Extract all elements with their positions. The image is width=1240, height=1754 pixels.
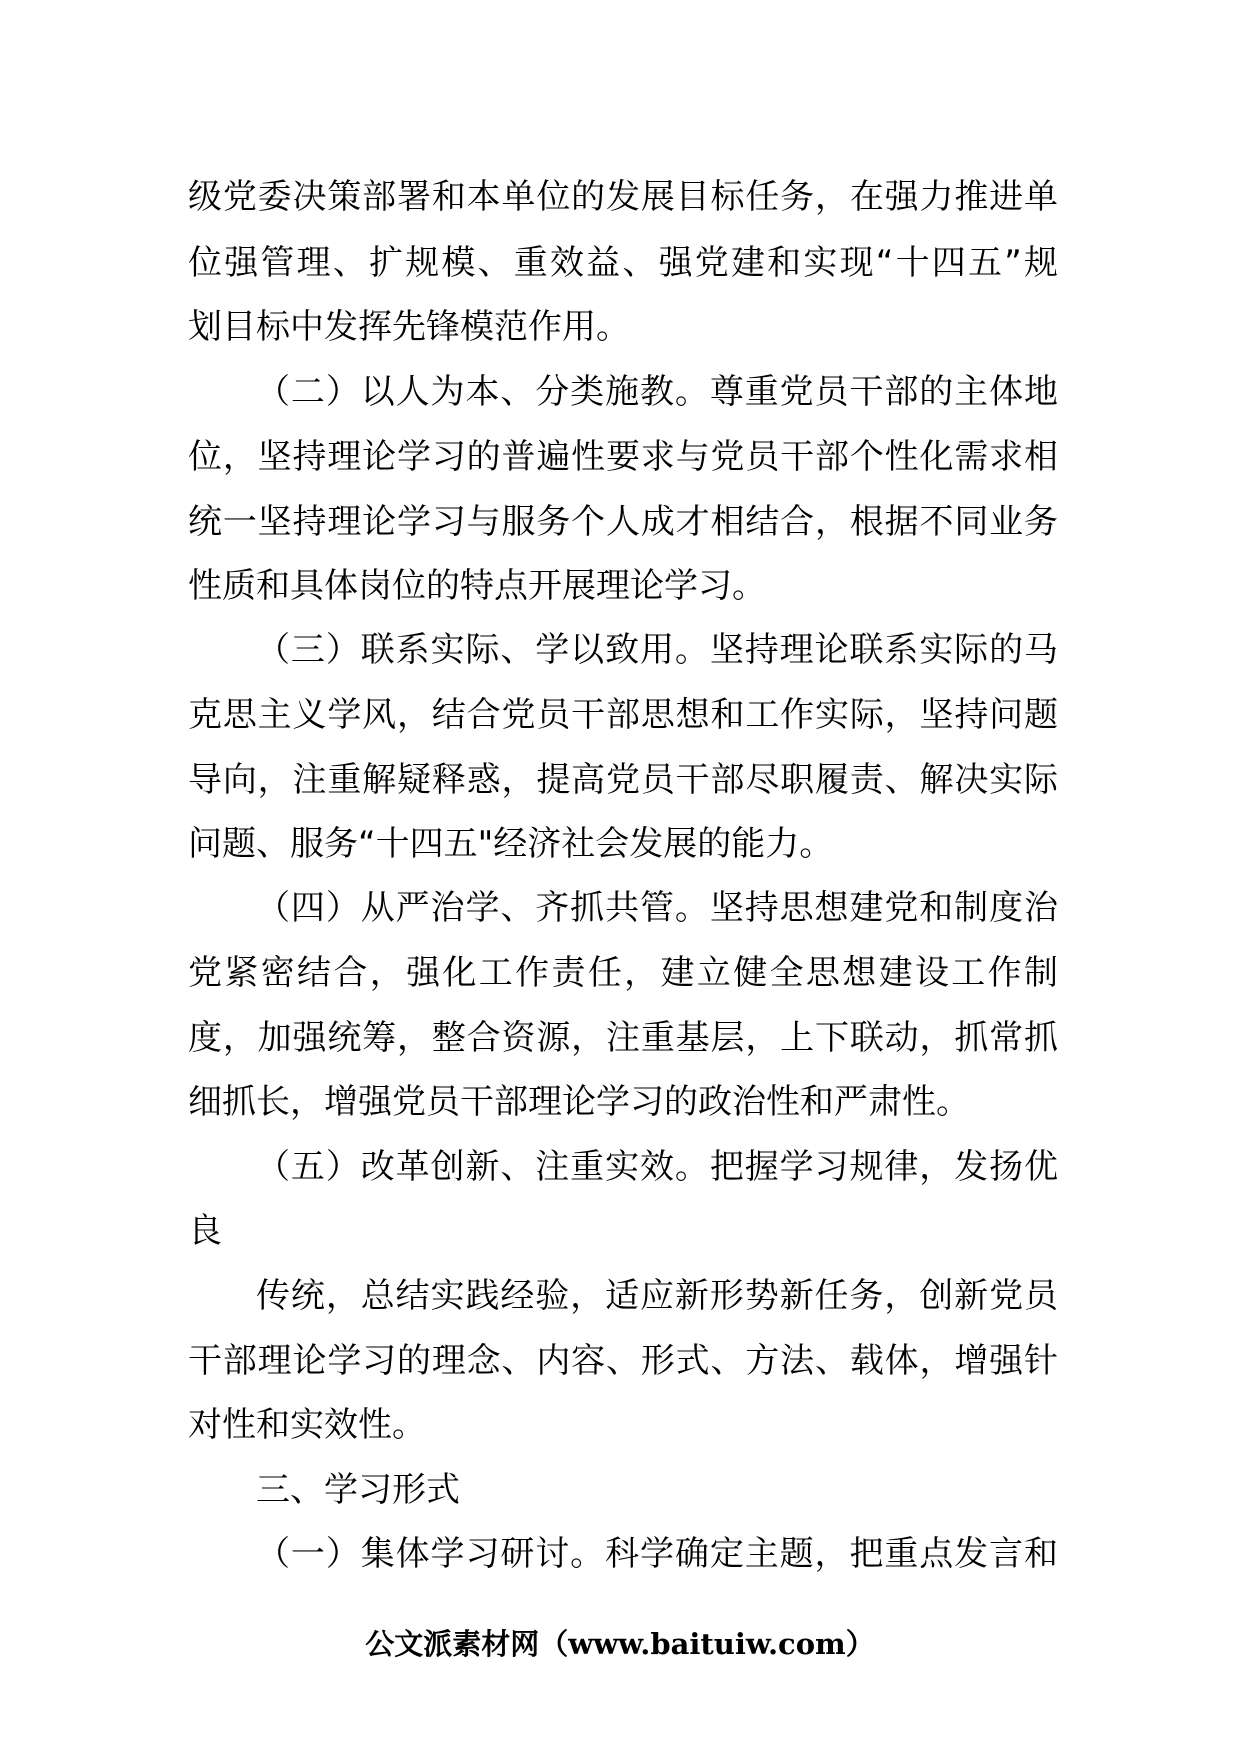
section-heading: 三、学习形式 (256, 1470, 460, 1510)
text-line: 党紧密结合，强化工作责任，建立健全思想建设工作制 (188, 953, 1058, 993)
text-line: 传统，总结实践经验，适应新形势新任务，创新党员 (256, 1276, 1058, 1316)
text-line: 级党委决策部署和本单位的发展目标任务，在强力推进单 (188, 177, 1058, 217)
text-line: 良 (188, 1211, 222, 1251)
paragraph-heading-line: （四）从严治学、齐抓共管。坚持思想建党和制度治 (256, 888, 1058, 928)
text-line: 问题、服务“十四五"经济社会发展的能力。 (188, 824, 834, 864)
paragraph-heading-line: （二）以人为本、分类施教。尊重党员干部的主体地 (256, 372, 1058, 412)
text-line: 克思主义学风，结合党员干部思想和工作实际，坚持问题 (188, 695, 1058, 735)
footer-watermark: 公文派素材网（www.baituiw.com） (365, 1627, 875, 1661)
text-line: 性质和具体岗位的特点开展理论学习。 (188, 566, 766, 606)
text-line: 导向，注重解疑释惑，提高党员干部尽职履责、解决实际 (188, 760, 1058, 800)
paragraph-heading-line: （一）集体学习研讨。科学确定主题，把重点发言和 (256, 1534, 1058, 1574)
text-line: 对性和实效性。 (188, 1405, 426, 1445)
text-line: 位，坚持理论学习的普遍性要求与党员干部个性化需求相 (188, 437, 1058, 477)
text-line: 划目标中发挥先锋模范作用。 (188, 307, 630, 347)
text-line: 度，加强统筹，整合资源，注重基层，上下联动，抓常抓 (188, 1018, 1058, 1058)
text-line: 统一坚持理论学习与服务个人成才相结合，根据不同业务 (188, 502, 1058, 542)
paragraph-heading-line: （五）改革创新、注重实效。把握学习规律，发扬优 (256, 1147, 1058, 1187)
paragraph-heading-line: （三）联系实际、学以致用。坚持理论联系实际的马 (256, 630, 1058, 670)
text-line: 干部理论学习的理念、内容、形式、方法、载体，增强针 (188, 1341, 1058, 1381)
text-line: 位强管理、扩规模、重效益、强党建和实现“十四五”规 (188, 243, 1058, 283)
text-line: 细抓长，增强党员干部理论学习的政治性和严肃性。 (188, 1082, 970, 1122)
